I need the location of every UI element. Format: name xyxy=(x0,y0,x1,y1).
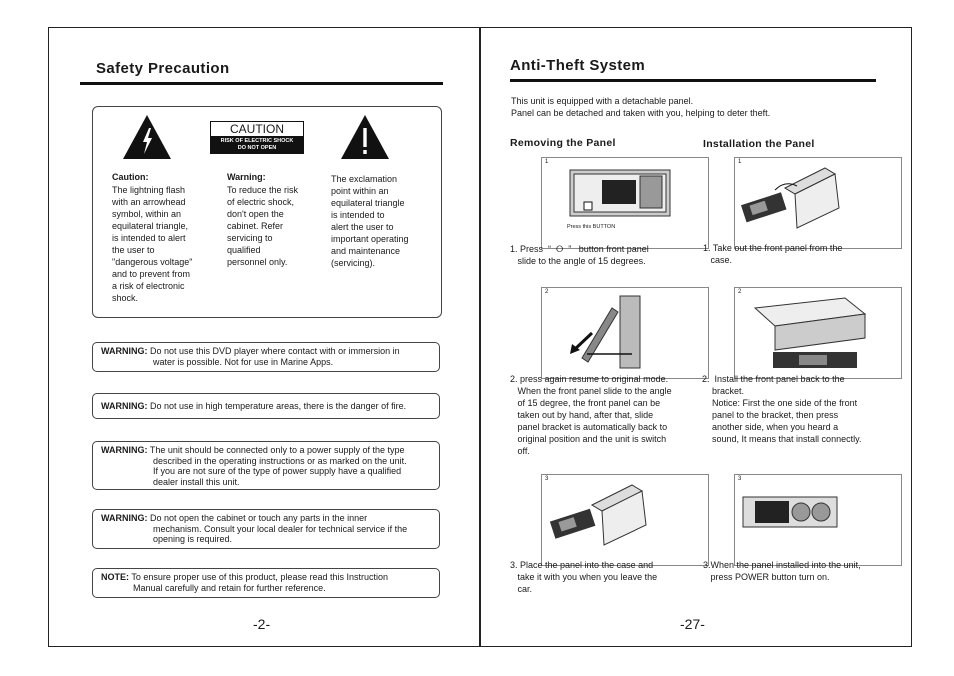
panel-from-case-illustration xyxy=(735,158,901,248)
press-button-caption: Press this BUTTON xyxy=(567,224,616,230)
install-step-3: 3.When the panel installed into the unit, press POWER button turn on. xyxy=(703,560,861,582)
warning-heading: Warning: xyxy=(227,172,266,182)
warning-box-temperature: WARNING: Do not use in high temperature areas, there is the danger of fire. xyxy=(92,393,440,419)
figure-install-3: 3 xyxy=(734,474,902,566)
exclamation-text: The exclamation point within an equilateral triangle is intended to alert the user to important operating and maintenance (servicing). xyxy=(331,174,409,268)
intro-line-2: Panel can be detached and taken with you, helping to deter theft. xyxy=(511,108,771,118)
head-unit-illustration xyxy=(542,158,708,248)
intro-line-1: This unit is equipped with a detachable panel. xyxy=(511,96,694,106)
install-step-2: 2. Install the front panel back to the bracket. Notice: First the one side of the front panel to the bracket, then press another side, when you heard a sound, It means that install connectly. xyxy=(702,374,862,444)
removing-panel-heading: Removing the Panel xyxy=(510,137,616,149)
install-step-1: 1. Take out the front panel from the case. xyxy=(703,243,843,265)
warning-box-cabinet: WARNING: Do not open the cabinet or touch any parts in the inner mechanism. Consult your local dealer for technical service if the opening is required. xyxy=(92,509,440,549)
page-number-right: -27- xyxy=(680,616,705,632)
caution-text: The lightning flash with an arrowhead symbol, within an equilateral triangle, is intended to alert the user to "dangerous voltage" and to prevent from a risk of electronic shock. xyxy=(112,185,193,303)
warning-box-power: WARNING: The unit should be connected only to a power supply of the type described in the operating instructions or as marked on the unit. If you are not sure of the type of power supply have a qualified dealer install this unit. xyxy=(92,441,440,490)
page-number-left: -2- xyxy=(253,616,271,632)
installation-panel-heading: Installation the Panel xyxy=(703,138,815,150)
figure-install-1: 1 xyxy=(734,157,902,249)
lightning-triangle-icon xyxy=(122,114,172,160)
remove-step-1: 1. Press “ ⭘ ” button front panel slide to the angle of 15 degrees. xyxy=(510,244,649,266)
exclamation-triangle-icon xyxy=(340,114,390,160)
note-box: NOTE: To ensure proper use of this product, please read this Instruction Manual carefully and retain for further reference. xyxy=(92,568,440,598)
page-title-anti-theft: Anti-Theft System xyxy=(510,57,646,74)
title-rule-right xyxy=(510,79,876,82)
remove-step-3: 3. Place the panel into the case and take it with you when you leave the car. xyxy=(510,560,658,594)
panel-case-illustration xyxy=(542,475,708,565)
title-rule-left xyxy=(80,82,443,85)
panel-bracket-illustration xyxy=(735,288,901,378)
figure-remove-2: 2 xyxy=(541,287,709,379)
remove-step-2: 2. press again resume to original mode. When the front panel slide to the angle of 15 degree, the front panel can be taken out by hand, after that, slide panel bracket is automatically back to original position and the unit is switch off. xyxy=(510,374,672,456)
panel-slide-illustration xyxy=(542,288,708,378)
figure-remove-1: 1 Press this BUTTON xyxy=(541,157,709,249)
caution-badge-title: CAUTION xyxy=(210,121,304,137)
warning-text: To reduce the risk of electric shock, don't open the cabinet. Refer servicing to qualified personnel only. xyxy=(227,185,299,267)
figure-install-2: 2 xyxy=(734,287,902,379)
caution-badge xyxy=(210,121,304,154)
page-title-safety: Safety Precaution xyxy=(96,60,230,77)
caution-heading: Caution: xyxy=(112,172,149,182)
caution-badge-subtitle: RISK OF ELECTRIC SHOCK DO NOT OPEN xyxy=(210,137,304,154)
warning-box-water: WARNING: Do not use this DVD player where contact with or immersion in water is possible. Not for use in Marine Apps. xyxy=(92,342,440,372)
installed-unit-illustration xyxy=(735,475,901,565)
figure-remove-3: 3 xyxy=(541,474,709,566)
